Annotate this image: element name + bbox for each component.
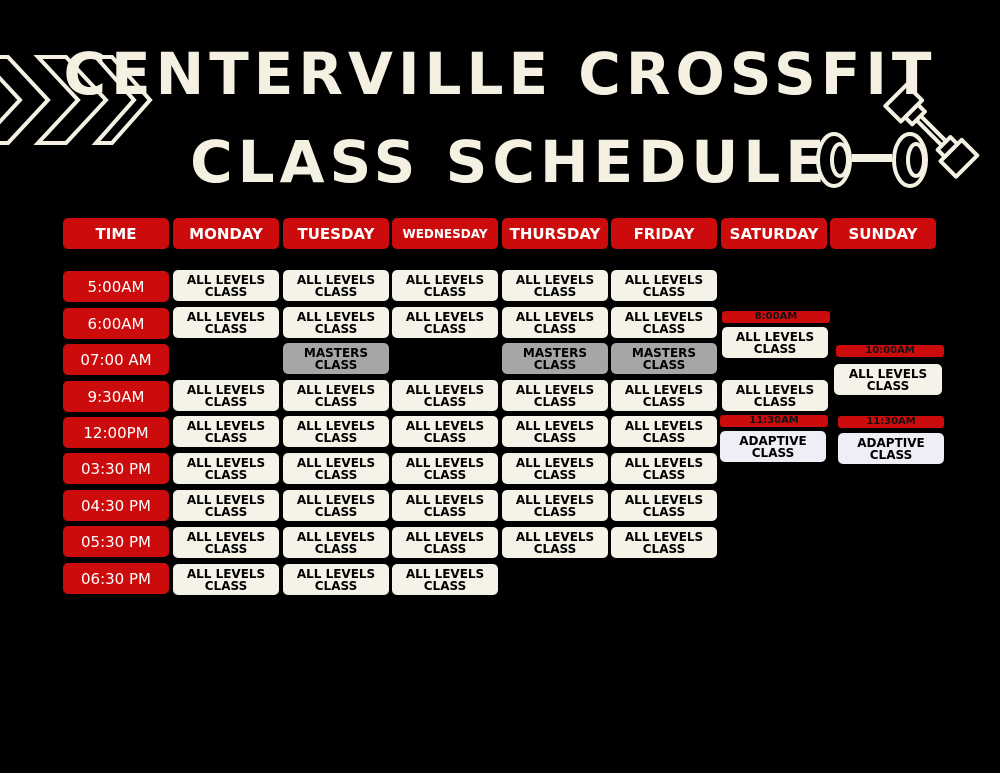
class-cell: ALL LEVELS CLASS: [502, 527, 608, 558]
time-label: 9:30AM: [63, 381, 169, 412]
class-cell: ALL LEVELS CLASS: [611, 307, 717, 338]
class-cell: ALL LEVELS CLASS: [722, 380, 828, 411]
class-cell: ALL LEVELS CLASS: [502, 416, 608, 447]
header-wednesday: WEDNESDAY: [392, 218, 498, 249]
header-monday: MONDAY: [173, 218, 279, 249]
adaptive-class-cell: ADAPTIVE CLASS: [720, 431, 826, 462]
class-cell: ALL LEVELS CLASS: [173, 416, 279, 447]
time-label: 6:00AM: [63, 308, 169, 339]
class-cell: ALL LEVELS CLASS: [283, 307, 389, 338]
class-cell: ALL LEVELS CLASS: [173, 453, 279, 484]
class-cell: ALL LEVELS CLASS: [834, 364, 942, 395]
class-cell: ALL LEVELS CLASS: [392, 453, 498, 484]
header-saturday: SATURDAY: [721, 218, 827, 249]
class-cell: ALL LEVELS CLASS: [173, 564, 279, 595]
class-cell: ALL LEVELS CLASS: [502, 307, 608, 338]
class-cell: ALL LEVELS CLASS: [392, 564, 498, 595]
chevron-arrows-icon: [0, 55, 155, 145]
masters-class-cell: MASTERS CLASS: [502, 343, 608, 374]
class-cell: ALL LEVELS CLASS: [392, 490, 498, 521]
saturday-time-tag: 8:00AM: [722, 311, 830, 323]
time-label: 5:00AM: [63, 271, 169, 302]
dumbbell-icon: [812, 80, 992, 190]
header-tuesday: TUESDAY: [283, 218, 389, 249]
class-cell: ALL LEVELS CLASS: [283, 270, 389, 301]
class-cell: ALL LEVELS CLASS: [173, 380, 279, 411]
sunday-time-tag: 11:30AM: [838, 416, 944, 428]
class-cell: ALL LEVELS CLASS: [392, 380, 498, 411]
masters-class-cell: MASTERS CLASS: [283, 343, 389, 374]
class-cell: ALL LEVELS CLASS: [502, 380, 608, 411]
class-cell: ALL LEVELS CLASS: [502, 270, 608, 301]
time-label: 05:30 PM: [63, 526, 169, 557]
time-label: 03:30 PM: [63, 453, 169, 484]
page-subtitle: CLASS SCHEDULE: [190, 128, 830, 196]
time-label: 04:30 PM: [63, 490, 169, 521]
header-time: TIME: [63, 218, 169, 249]
class-cell: ALL LEVELS CLASS: [611, 490, 717, 521]
page-title: CENTERVILLE CROSSFIT: [63, 40, 937, 108]
class-cell: ALL LEVELS CLASS: [173, 270, 279, 301]
class-cell: ALL LEVELS CLASS: [722, 327, 828, 358]
class-cell: ALL LEVELS CLASS: [173, 527, 279, 558]
saturday-time-tag: 11:30AM: [720, 415, 828, 427]
class-cell: ALL LEVELS CLASS: [611, 270, 717, 301]
class-cell: ALL LEVELS CLASS: [392, 307, 498, 338]
class-cell: ALL LEVELS CLASS: [392, 416, 498, 447]
class-cell: ALL LEVELS CLASS: [283, 490, 389, 521]
class-cell: ALL LEVELS CLASS: [392, 270, 498, 301]
header-friday: FRIDAY: [611, 218, 717, 249]
class-cell: ALL LEVELS CLASS: [283, 453, 389, 484]
class-cell: ALL LEVELS CLASS: [173, 490, 279, 521]
masters-class-cell: MASTERS CLASS: [611, 343, 717, 374]
class-cell: ALL LEVELS CLASS: [283, 564, 389, 595]
time-label: 12:00PM: [63, 417, 169, 448]
class-cell: ALL LEVELS CLASS: [611, 527, 717, 558]
class-cell: ALL LEVELS CLASS: [611, 416, 717, 447]
time-label: 06:30 PM: [63, 563, 169, 594]
class-cell: ALL LEVELS CLASS: [283, 416, 389, 447]
sunday-time-tag: 10:00AM: [836, 345, 944, 357]
class-cell: ALL LEVELS CLASS: [502, 453, 608, 484]
header-sunday: SUNDAY: [830, 218, 936, 249]
class-cell: ALL LEVELS CLASS: [283, 527, 389, 558]
class-cell: ALL LEVELS CLASS: [283, 380, 389, 411]
header-thursday: THURSDAY: [502, 218, 608, 249]
adaptive-class-cell: ADAPTIVE CLASS: [838, 433, 944, 464]
time-label: 07:00 AM: [63, 344, 169, 375]
class-cell: ALL LEVELS CLASS: [173, 307, 279, 338]
class-cell: ALL LEVELS CLASS: [611, 453, 717, 484]
class-cell: ALL LEVELS CLASS: [392, 527, 498, 558]
class-cell: ALL LEVELS CLASS: [502, 490, 608, 521]
class-cell: ALL LEVELS CLASS: [611, 380, 717, 411]
